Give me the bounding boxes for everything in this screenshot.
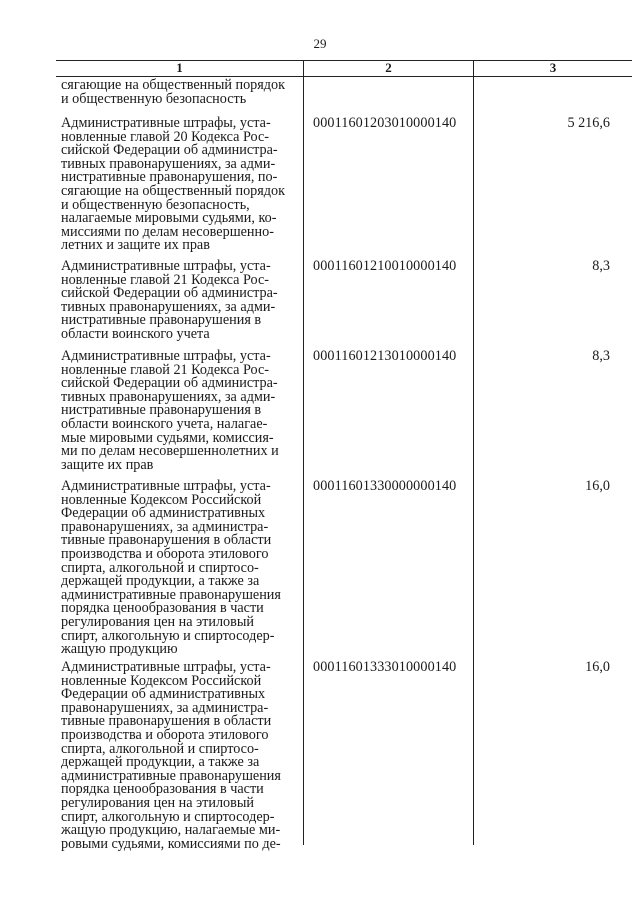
row-code: 00011601210010000140 (313, 258, 457, 274)
column-header-3: 3 (549, 60, 557, 75)
row-description: Административные штрафы, уста- новленные главой 20 Кодекса Рос- сийской Федерации об администра- тивных правонарушениях, за адми- нистративные правонарушения, по- сягающие на общественный порядок и общественную безопасность, налагаемые мировыми судьями, ко- миссиями по делам несовершенно- летних и защите их прав (61, 115, 286, 254)
row-code: 00011601330000000140 (313, 478, 457, 494)
page-number: 29 (313, 36, 327, 51)
row-description: Административные штрафы, уста- новленные Кодексом Российской Федерации об административных правонарушениях, за администра- тивные правонарушения в области производства и оборота этилового спирта, алкогольной и спиртосо- держащей продукции, а также за административные правонарушения порядка ценообразования в части регулирования цен на этиловый спирт, алкогольную и спиртосодер- жащую продукцию, налагаемые ми- ровыми судьями, комиссиями по де- (61, 659, 281, 852)
row-amount: 8,3 (592, 258, 610, 274)
row-amount: 16,0 (585, 659, 610, 675)
row-code: 00011601333010000140 (313, 659, 457, 675)
row-amount: 5 216,6 (567, 115, 610, 131)
column-header-1: 1 (176, 60, 183, 75)
row-amount: 16,0 (585, 478, 610, 494)
table-header-row (56, 60, 632, 76)
column-divider (473, 60, 474, 845)
row-amount: 8,3 (592, 348, 610, 364)
row-description: Административные штрафы, уста- новленные главой 21 Кодекса Рос- сийской Федерации об администра- тивных правонарушениях, за адми- нистративные правонарушения в области воинского учета (61, 258, 278, 342)
column-divider (303, 60, 304, 845)
row-description: Административные штрафы, уста- новленные главой 21 Кодекса Рос- сийской Федерации об администра- тивных правонарушениях, за адми- нистративные правонарушения в области воинского учета, налагае- мые мировыми судьями, комиссия- ми по делам несовершеннолетних и защите их прав (61, 348, 279, 473)
row-code: 00011601213010000140 (313, 348, 457, 364)
column-header-2: 2 (385, 60, 392, 75)
row-code: 00011601203010000140 (313, 115, 457, 131)
row-description: Административные штрафы, уста- новленные Кодексом Российской Федерации об административных правонарушениях, за администра- тивные правонарушения в области производства и оборота этилового спирта, алкогольной и спиртосо- держащей продукции, а также за административные правонарушения порядка ценообразования в части регулирования цен на этиловый спирт, алкогольную и спиртосодер- жащую продукцию (61, 478, 281, 658)
row-description: сягающие на общественный порядок и общественную безопасность (61, 77, 286, 107)
